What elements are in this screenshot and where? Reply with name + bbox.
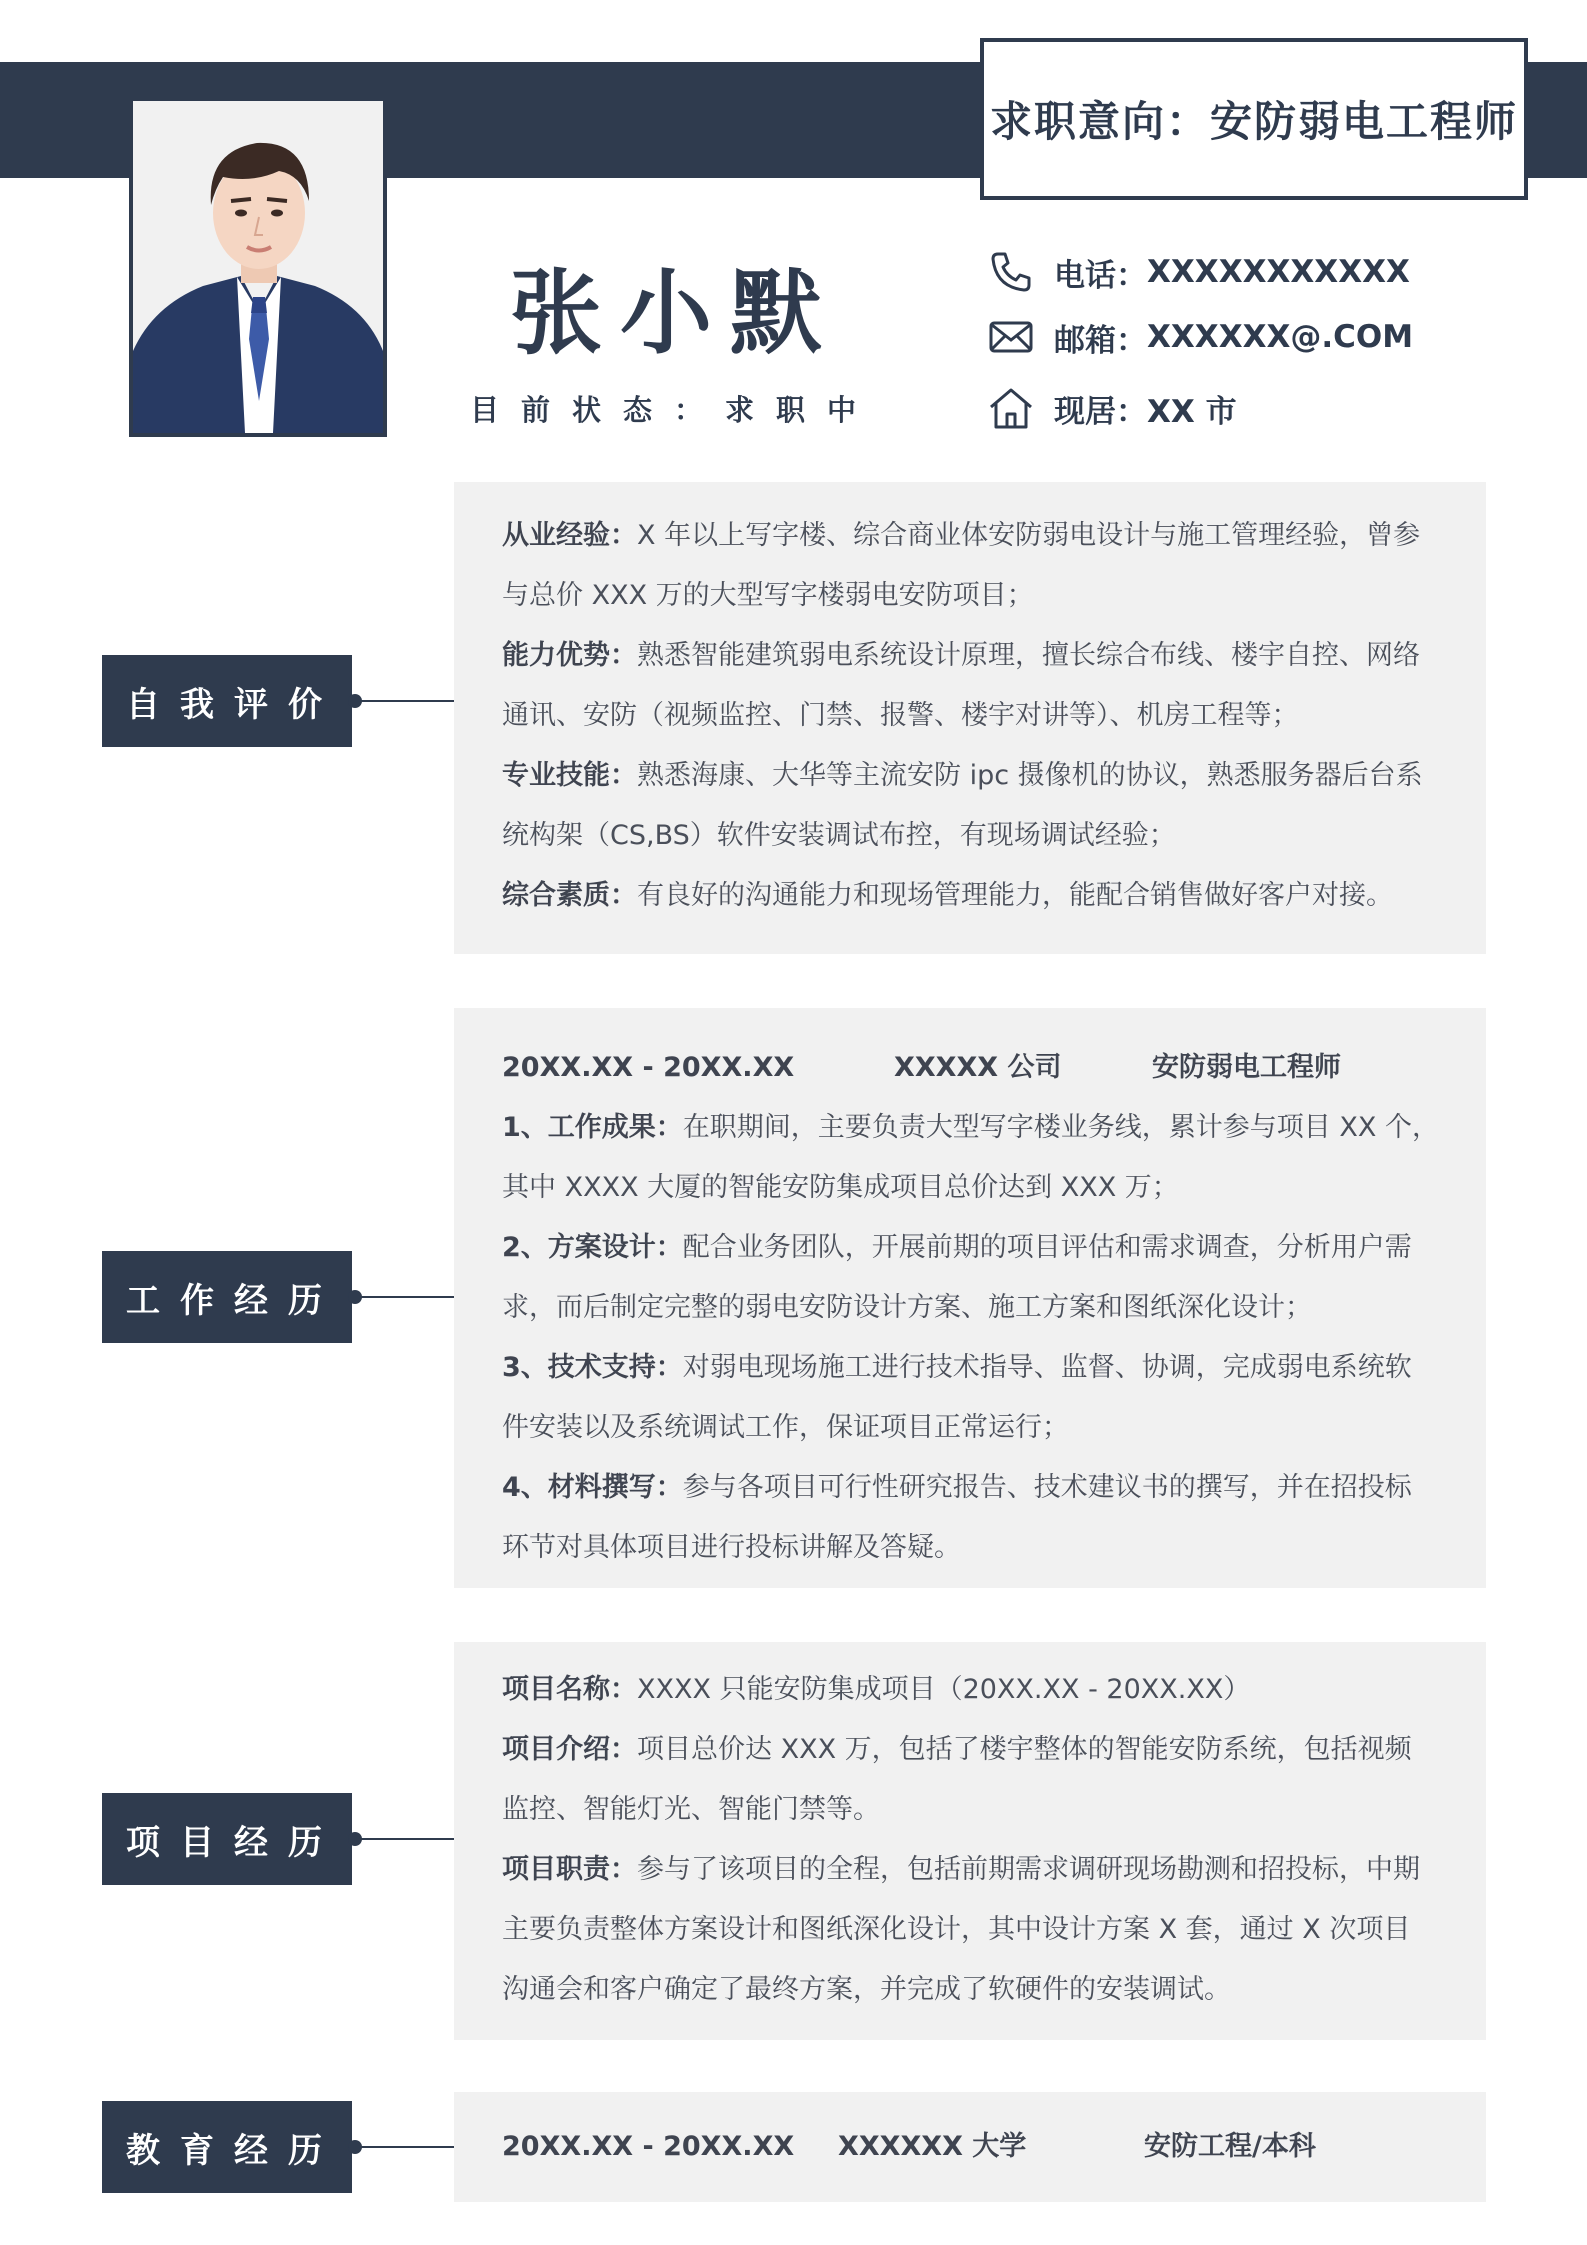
- text-line: 4、材料撰写：参与各项目可行性研究报告、技术建议书的撰写，并在招投标: [502, 1472, 1412, 1503]
- text-line: 求，而后制定完整的弱电安防设计方案、施工方案和图纸深化设计；: [502, 1292, 1312, 1323]
- section-connector: [352, 700, 454, 702]
- education-row: [502, 2117, 1450, 2177]
- project-panel: [454, 1642, 1486, 2040]
- education-panel: [454, 2092, 1486, 2202]
- text-line: 通讯、安防（视频监控、门禁、报警、楼宇对讲等）、机房工程等；: [502, 700, 1299, 731]
- contact-email: [988, 309, 1413, 365]
- text-line: 主要负责整体方案设计和图纸深化设计，其中设计方案 X 套，通过 X 次项目: [502, 1914, 1411, 1945]
- text-line: 1、工作成果：在职期间，主要负责大型写字楼业务线，累计参与项目 XX 个，: [502, 1112, 1439, 1143]
- text-line: 其中 XXXX 大厦的智能安防集成项目总价达到 XXX 万；: [502, 1172, 1179, 1203]
- profile-photo-frame: [129, 97, 387, 437]
- job-intent-box: [980, 38, 1528, 200]
- phone-label: 电话：: [1054, 257, 1147, 294]
- work-company: XXXXX 公司: [894, 1052, 1062, 1083]
- candidate-name: 张小默: [510, 260, 841, 367]
- section-title-self-eval: 自我评价: [102, 655, 352, 747]
- text-line: 3、技术支持：对弱电现场施工进行技术指导、监督、协调，完成弱电系统软: [502, 1352, 1412, 1383]
- job-intent: 求职意向：安防弱电工程师: [989, 97, 1518, 146]
- phone-value: XXXXXXXXXXX: [1147, 254, 1410, 290]
- text-line: 项目介绍：项目总价达 XXX 万，包括了楼宇整体的智能安防系统，包括视频: [502, 1734, 1412, 1765]
- phone-icon: [988, 249, 1034, 295]
- current-status: 目前状态：求职中: [470, 393, 879, 427]
- location-label: 现居：: [1054, 393, 1147, 430]
- text-line: 项目名称：XXXX 只能安防集成项目（20XX.XX - 20XX.XX）: [502, 1674, 1251, 1705]
- text-line: 综合素质：有良好的沟通能力和现场管理能力，能配合销售做好客户对接。: [502, 880, 1393, 911]
- education-period: 20XX.XX - 20XX.XX: [502, 2131, 795, 2162]
- education-school: XXXXXX 大学: [838, 2131, 1027, 2162]
- education-major: 安防工程/本科: [1144, 2131, 1316, 2162]
- section-connector: [352, 1296, 454, 1298]
- text-line: 沟通会和客户确定了最终方案，并完成了软硬件的安装调试。: [502, 1974, 1231, 2005]
- text-line: 与总价 XXX 万的大型写字楼弱电安防项目；: [502, 580, 1034, 611]
- text-line: 2、方案设计：配合业务团队，开展前期的项目评估和需求调查，分析用户需: [502, 1232, 1412, 1263]
- section-connector: [352, 1838, 454, 1840]
- mail-icon: [988, 314, 1034, 360]
- text-line: 从业经验：X 年以上写字楼、综合商业体安防弱电设计与施工管理经验，曾参: [502, 520, 1421, 551]
- email-value: XXXXXX@.COM: [1147, 319, 1414, 355]
- text-line: 件安装以及系统调试工作，保证项目正常运行；: [502, 1412, 1069, 1443]
- text-line: 环节对具体项目进行投标讲解及答疑。: [502, 1532, 961, 1563]
- section-title-education: 教育经历: [102, 2101, 352, 2193]
- contact-phone: [988, 244, 1410, 300]
- section-title-work: 工作经历: [102, 1251, 352, 1343]
- text-line: 能力优势：熟悉智能建筑弱电系统设计原理，擅长综合布线、楼宇自控、网络: [502, 640, 1420, 671]
- work-role: 安防弱电工程师: [1152, 1052, 1341, 1083]
- text-line: 专业技能：熟悉海康、大华等主流安防 ipc 摄像机的协议，熟悉服务器后台系: [502, 760, 1423, 791]
- text-line: 项目职责：参与了该项目的全程，包括前期需求调研现场勘测和招投标，中期: [502, 1854, 1420, 1885]
- text-line: 监控、智能灯光、智能门禁等。: [502, 1794, 880, 1825]
- work-period: 20XX.XX - 20XX.XX: [502, 1052, 795, 1083]
- section-connector: [352, 2146, 454, 2148]
- home-icon: [988, 385, 1034, 431]
- contact-location: [988, 380, 1237, 436]
- text-line: 统构架（CS,BS）软件安装调试布控，有现场调试经验；: [502, 820, 1176, 851]
- profile-photo: [133, 101, 383, 433]
- work-header-row: [502, 1038, 1450, 1098]
- self-eval-panel: [454, 482, 1486, 954]
- location-value: XX 市: [1147, 393, 1237, 430]
- section-title-project: 项目经历: [102, 1793, 352, 1885]
- work-panel: [454, 1008, 1486, 1588]
- email-label: 邮箱：: [1054, 322, 1147, 359]
